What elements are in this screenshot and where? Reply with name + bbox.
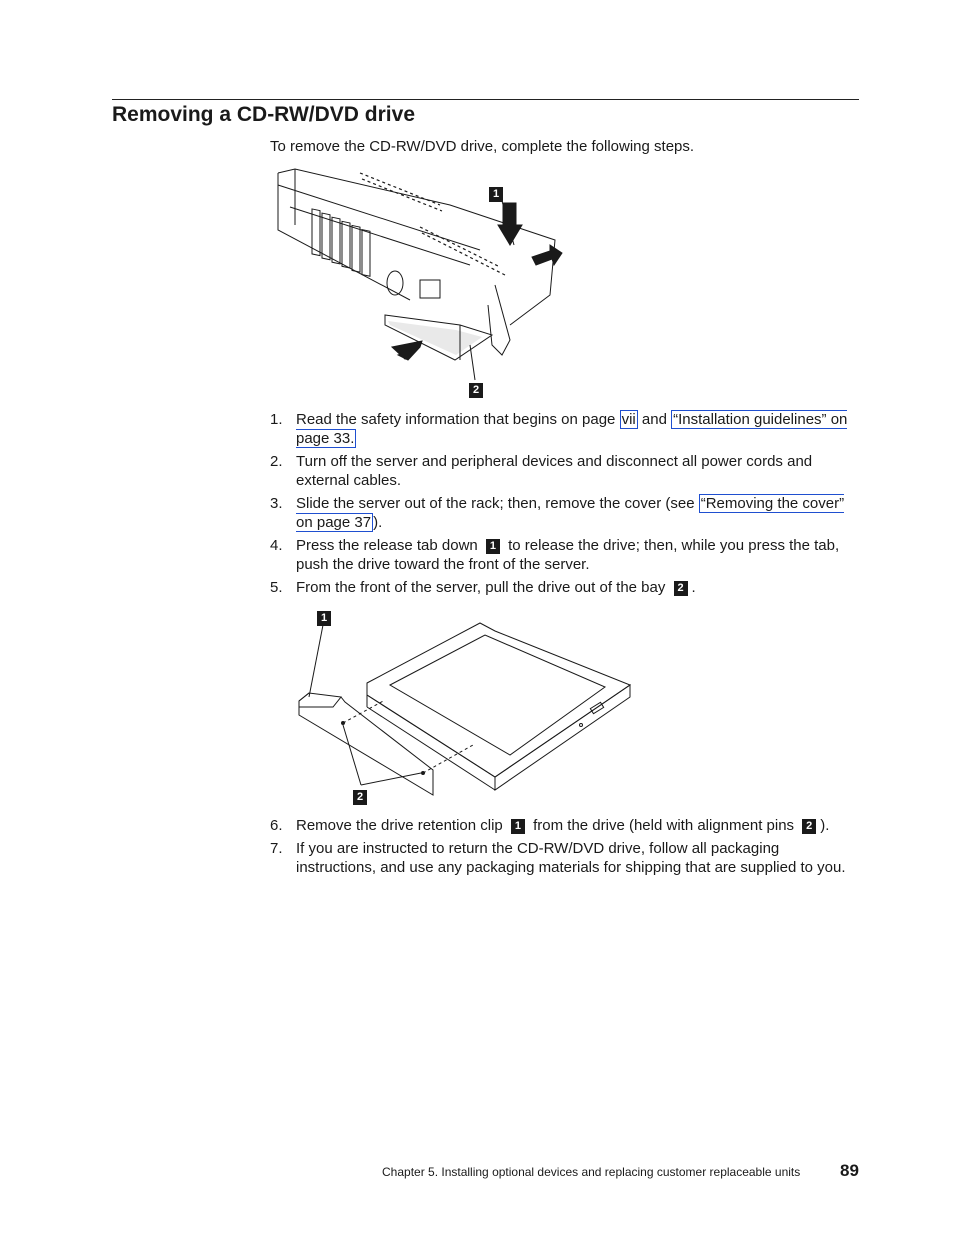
step-text: ). (820, 817, 830, 834)
figure2-callout-1: 1 (317, 611, 331, 626)
step-text: Turn off the server and peripheral devices and disconnect all power cords and external cables. (296, 453, 813, 489)
step-number: 1. (270, 411, 283, 428)
step-7 (270, 839, 850, 877)
drive-retention-clip-figure (295, 605, 640, 810)
figure1-callout-1: 1 (489, 187, 503, 202)
callout-1: 1 (486, 539, 500, 554)
step-5 (270, 578, 850, 597)
step-number: 7. (270, 840, 283, 857)
figure2-callout-2: 2 (353, 790, 367, 805)
step-text: from the drive (held with alignment pins (528, 817, 799, 834)
steps-list-part1 (270, 410, 850, 601)
step-number: 4. (270, 537, 283, 554)
footer-chapter: Chapter 5. Installing optional devices and replacing customer replaceable units (382, 1165, 801, 1179)
step-6 (270, 816, 850, 835)
step-1 (270, 410, 850, 448)
server-drive-removal-figure (270, 165, 570, 400)
step-text: If you are instructed to return the CD-RW/DVD drive, follow all packaging instructions, and use any packaging materials for shipping that are supplied to you. (296, 840, 846, 876)
link-installation-guidelines[interactable]: “Installation guidelines” on page 33. (296, 411, 848, 447)
step-text: Remove the drive retention clip (296, 817, 507, 834)
step-text: From the front of the server, pull the drive out of the bay (296, 579, 670, 596)
step-text: Read the safety information that begins on page (296, 411, 620, 428)
link-page-vii[interactable]: vii (621, 411, 636, 428)
step-text: . (691, 579, 696, 596)
callout-1: 1 (511, 819, 525, 834)
step-number: 3. (270, 495, 283, 512)
header-rule (112, 99, 859, 100)
callout-2: 2 (674, 581, 688, 596)
page-number: 89 (840, 1161, 859, 1180)
figure1-callout-2: 2 (469, 383, 483, 398)
step-4 (270, 536, 850, 574)
step-number: 5. (270, 579, 283, 596)
step-text: Slide the server out of the rack; then, remove the cover (see (296, 495, 699, 512)
step-text: to release the drive; then, while you press the tab, push the drive toward the front of the server. (296, 537, 840, 573)
step-3 (270, 494, 850, 532)
callout-2: 2 (802, 819, 816, 834)
step-number: 2. (270, 453, 283, 470)
step-2 (270, 452, 850, 490)
steps-list-part2 (270, 816, 850, 881)
step-number: 6. (270, 817, 283, 834)
intro-text: To remove the CD-RW/DVD drive, complete the following steps. (270, 138, 695, 155)
step-text: Press the release tab down (296, 537, 482, 554)
page-title: Removing a CD-RW/DVD drive (112, 103, 415, 126)
step-text: ). (373, 514, 383, 531)
step-text: and (637, 411, 672, 428)
link-removing-the-cover[interactable]: “Removing the cover” on page 37 (296, 495, 845, 531)
